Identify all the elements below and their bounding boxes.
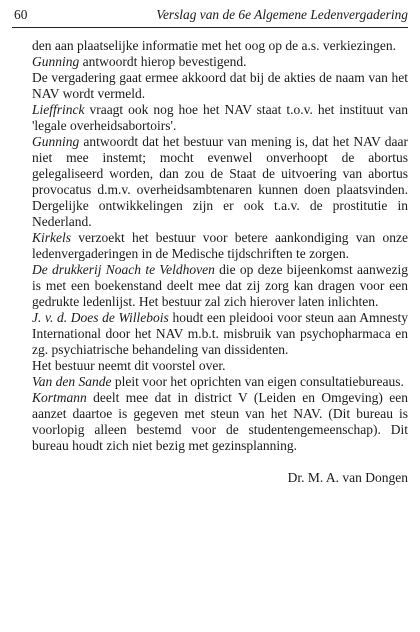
paragraph bbox=[32, 70, 408, 102]
paragraph-text: die op deze bijeenkomst aanwezig is met een boekenstand deelt mee dat zij zorg kan dragen voor een gedrukte ledenlijst. Het bestuur zal zich hierover laten inlichten. bbox=[32, 262, 408, 309]
speaker-name: Gunning bbox=[32, 134, 80, 149]
speaker-name: Lieffrinck bbox=[32, 102, 85, 117]
paragraph bbox=[32, 102, 408, 134]
paragraph bbox=[32, 310, 408, 358]
speaker-name: Van den Sande bbox=[32, 374, 112, 389]
paragraph-text: De vergadering gaat ermee akkoord dat bij de akties de naam van het NAV wordt vermeld. bbox=[32, 70, 408, 101]
page-number: 60 bbox=[14, 7, 28, 22]
speaker-name: De drukkerij Noach te Veldhoven bbox=[32, 262, 215, 277]
speaker-name: Kirkels bbox=[32, 230, 71, 245]
paragraph-text: Het bestuur neemt dit voorstel over. bbox=[32, 358, 226, 373]
paragraph bbox=[32, 374, 408, 390]
paragraph-text: vraagt ook nog hoe het NAV staat t.o.v. het instituut van 'legale overheidsabortoirs'. bbox=[32, 102, 408, 133]
header-rule bbox=[12, 27, 408, 28]
paragraph-text: pleit voor het oprichten van eigen consultatiebureaus. bbox=[111, 374, 404, 389]
speaker-name: J. v. d. Does de Willebois bbox=[32, 310, 169, 325]
paragraph bbox=[32, 38, 408, 54]
speaker-name: Kortmann bbox=[32, 390, 87, 405]
paragraph-text: antwoordt hierop bevestigend. bbox=[79, 54, 247, 69]
paragraph bbox=[32, 358, 408, 374]
paragraph bbox=[32, 262, 408, 310]
paragraph-text: deelt mee dat in district V (Leiden en Omgeving) een aanzet daartoe is gegeven met steun van het NAV. (Dit bureau is voorlopig alleen bestemd voor de studentengemeenschap). Dit bureau houdt zich niet bezig met gezinsplanning. bbox=[32, 390, 408, 453]
page-header bbox=[14, 6, 408, 24]
paragraph bbox=[32, 54, 408, 70]
paragraph-text: den aan plaatselijke informatie met het oog op de a.s. verkiezingen. bbox=[32, 38, 396, 53]
paragraph bbox=[32, 230, 408, 262]
paragraph-text: houdt een pleidooi voor steun aan Amnesty International door het NAV m.b.t. misbruik van psychopharmaca en zg. psychiatrische behandeling van dissidenten. bbox=[32, 310, 408, 357]
signature: Dr. M. A. van Dongen bbox=[287, 470, 408, 485]
report-body bbox=[32, 38, 408, 454]
paragraph-text: verzoekt het bestuur voor betere aankondiging van onze ledenvergaderingen in de Medische tijdschriften te zorgen. bbox=[32, 230, 408, 261]
running-title: Verslag van de 6e Algemene Ledenvergadering bbox=[156, 7, 408, 22]
paragraph bbox=[32, 390, 408, 454]
paragraph bbox=[32, 134, 408, 230]
paragraph-text: antwoordt dat het bestuur van mening is, dat het NAV daar niet mee instemt; mocht evenwel onverhoopt de abortus gelegaliseerd worden, dan zou de Staat de uitvoering van abortus provocatus d.m.v. overheidsambtenaren kunnen doen plaatsvinden. Dergelijke ontwikkelingen zijn er ook t.a.v. de prostitutie in Nederland. bbox=[32, 134, 408, 229]
speaker-name: Gunning bbox=[32, 54, 80, 69]
